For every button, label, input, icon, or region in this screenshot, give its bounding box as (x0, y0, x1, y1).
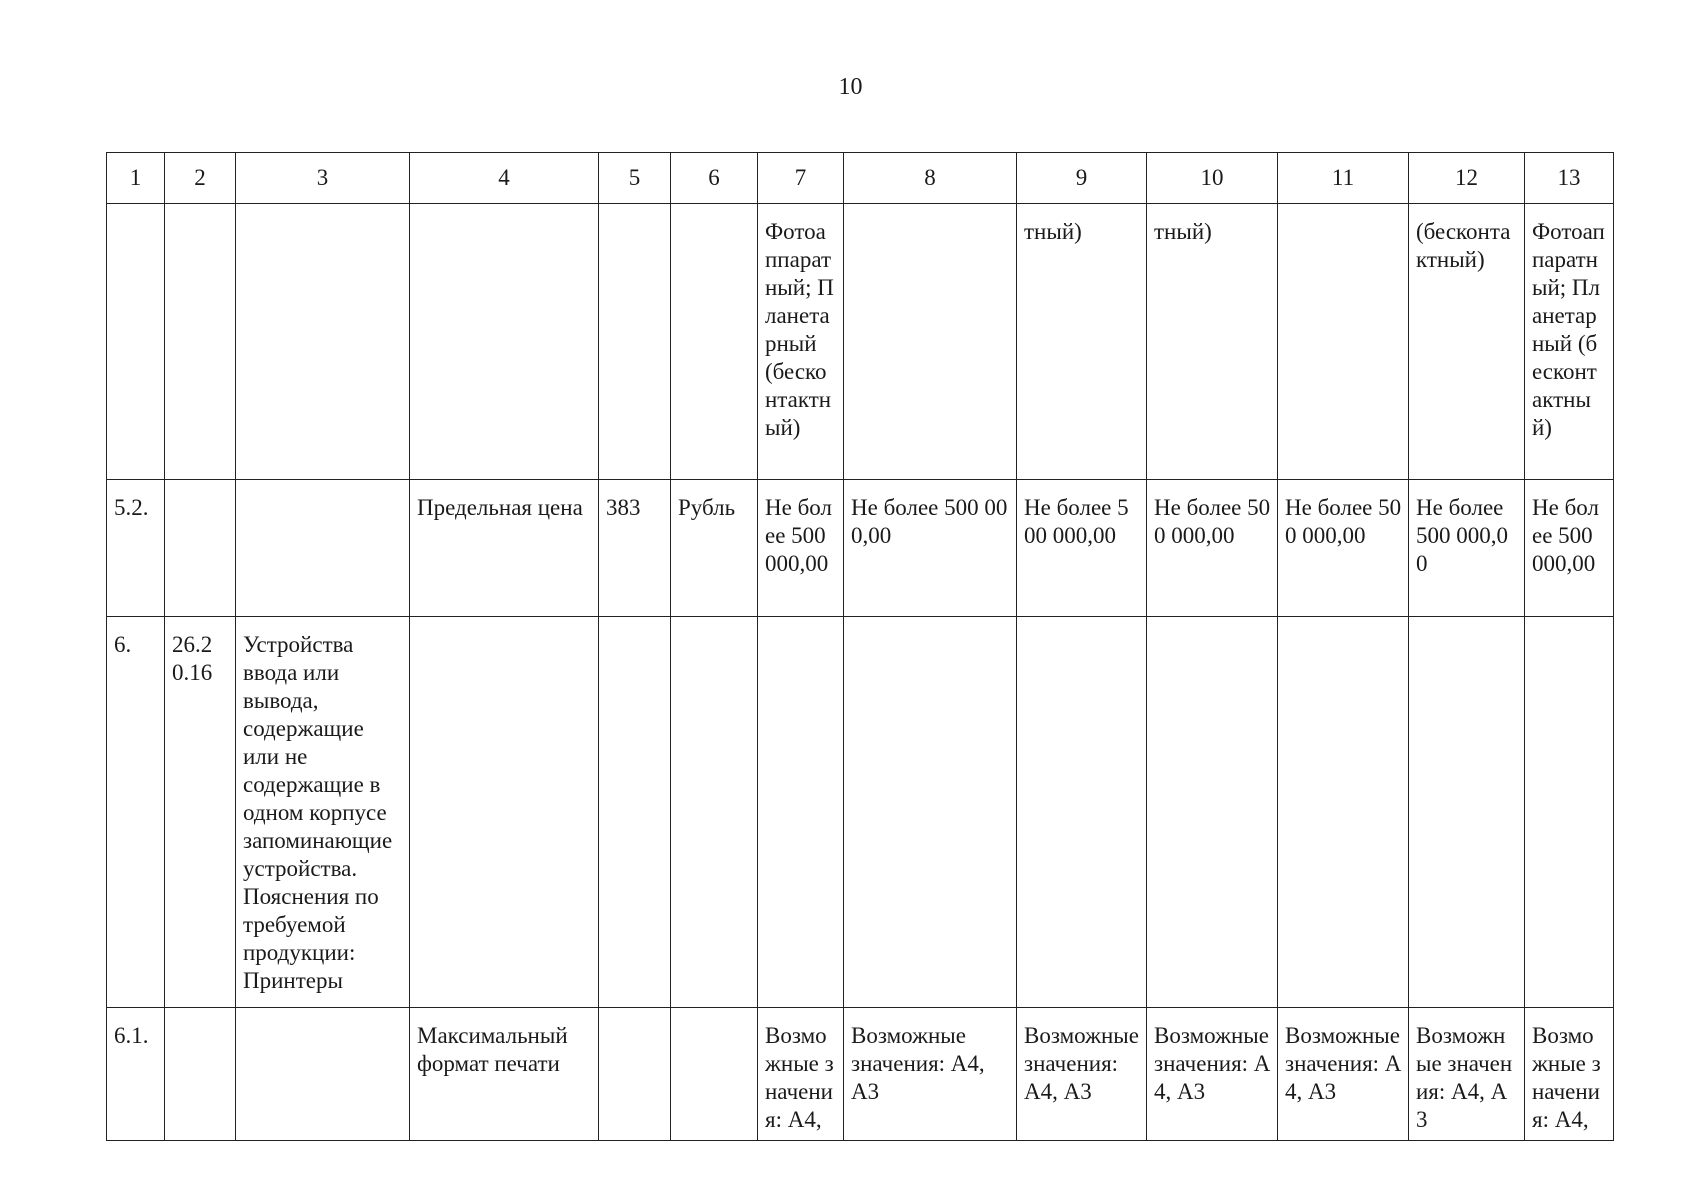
table-cell (1147, 617, 1278, 1008)
column-number: 2 (165, 153, 236, 204)
table-cell (599, 617, 671, 1008)
table-cell: тный) (1147, 204, 1278, 480)
column-number: 10 (1147, 153, 1278, 204)
table-cell: Возможные значения: А4, А3 (1409, 1008, 1525, 1141)
table-cell: Возможные значения: А4, А3 (1147, 1008, 1278, 1141)
table-cell: 26.20.16 (165, 617, 236, 1008)
table-cell (1278, 617, 1409, 1008)
table-cell (165, 204, 236, 480)
row-number: 6.1. (107, 1008, 165, 1141)
column-number-row (107, 153, 1614, 204)
table-cell: Не более 500 000,00 (1278, 480, 1409, 617)
row-number: 6. (107, 617, 165, 1008)
column-number: 7 (758, 153, 844, 204)
column-number: 1 (107, 153, 165, 204)
table-cell: Возможные значения: А4, (1525, 1008, 1614, 1141)
table-cell: (бесконтактный) (1409, 204, 1525, 480)
table-cell: Не более 500 000,00 (1409, 480, 1525, 617)
table-cell (844, 617, 1017, 1008)
page-number: 10 (838, 74, 863, 100)
table-cell (236, 204, 410, 480)
table-cell: 383 (599, 480, 671, 617)
table-cell: Возможные значения: А4, А3 (1017, 1008, 1147, 1141)
table-cell: Возможные значения: А4, (758, 1008, 844, 1141)
table-cell (758, 617, 844, 1008)
table-row (107, 480, 1614, 617)
table-cell (1278, 204, 1409, 480)
table-cell (599, 204, 671, 480)
table-cell (671, 204, 758, 480)
table-cell: Возможные значения: А4, А3 (1278, 1008, 1409, 1141)
table-cell (165, 480, 236, 617)
table-cell (410, 204, 599, 480)
table-cell (165, 1008, 236, 1141)
table-cell (1525, 617, 1614, 1008)
table-cell: Не более 500 000,00 (1147, 480, 1278, 617)
table-cell: Фотоаппаратный; Планетарный (бесконтактный) (758, 204, 844, 480)
table-cell (671, 617, 758, 1008)
column-number: 13 (1525, 153, 1614, 204)
table-row (107, 617, 1614, 1008)
table-cell (1017, 617, 1147, 1008)
table-row (107, 1008, 1614, 1141)
table-cell (844, 204, 1017, 480)
table-cell: Не более 500 000,00 (1525, 480, 1614, 617)
column-number: 3 (236, 153, 410, 204)
column-number: 5 (599, 153, 671, 204)
table-cell (599, 1008, 671, 1141)
table-cell (410, 617, 599, 1008)
table-row (107, 204, 1614, 480)
table-cell (236, 1008, 410, 1141)
table-cell (236, 480, 410, 617)
column-number: 6 (671, 153, 758, 204)
column-number: 4 (410, 153, 599, 204)
table-cell: тный) (1017, 204, 1147, 480)
table-cell: Фотоаппаратный; Планетарный (бесконтактный) (1525, 204, 1614, 480)
table-cell: Не более 500 000,00 (1017, 480, 1147, 617)
column-number: 8 (844, 153, 1017, 204)
table-cell: Не более 500 000,00 (758, 480, 844, 617)
column-number: 12 (1409, 153, 1525, 204)
table-cell (107, 204, 165, 480)
table-cell (671, 1008, 758, 1141)
row-number: 5.2. (107, 480, 165, 617)
table-cell: Не более 500 000,00 (844, 480, 1017, 617)
column-number: 9 (1017, 153, 1147, 204)
table-cell: Устройства ввода или вывода, содержащие или не содержащие в одном корпусе запоминающие устройства. Пояснения по требуемой продукции: Принтеры (236, 617, 410, 1008)
table-cell: Предельная цена (410, 480, 599, 617)
table-cell: Рубль (671, 480, 758, 617)
table-cell: Максимальный формат печати (410, 1008, 599, 1141)
table-cell: Возможные значения: А4, А3 (844, 1008, 1017, 1141)
table-cell (1409, 617, 1525, 1008)
specification-table (106, 152, 1614, 1141)
column-number: 11 (1278, 153, 1409, 204)
